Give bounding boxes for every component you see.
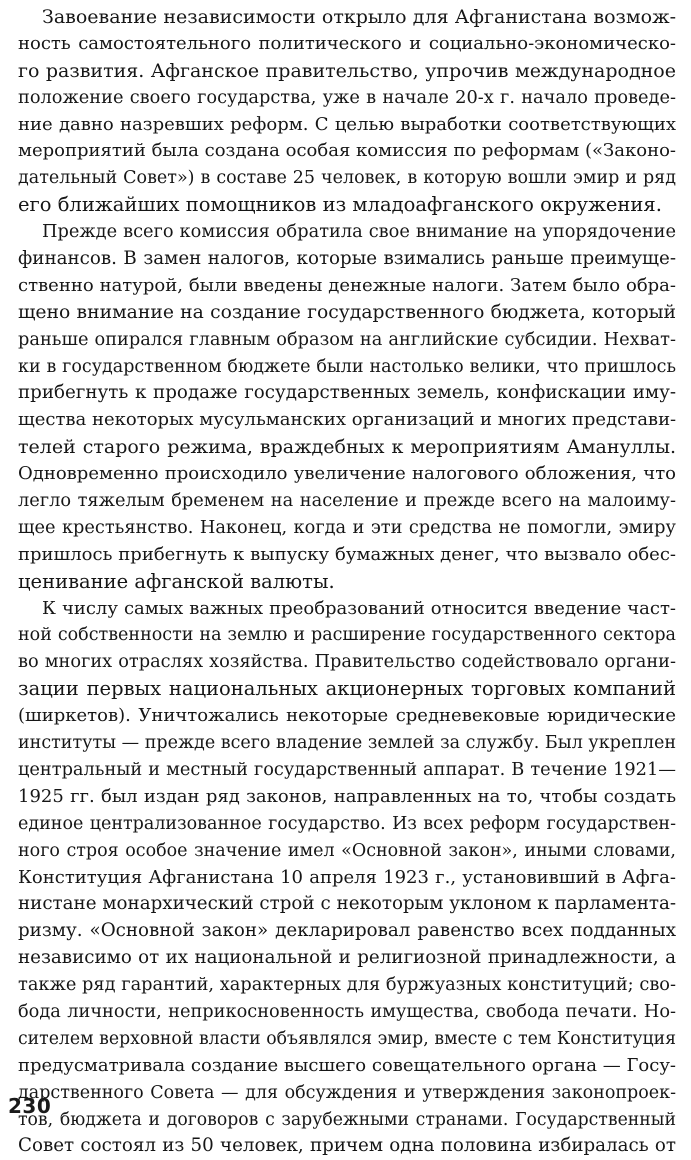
text-line: ние давно назревших реформ. С целью выработки соответствующих — [18, 113, 676, 135]
text-line: во многих отраслях хозяйства. Правительство содействовало органи- — [18, 652, 676, 673]
text-line: предусматривала создание высшего совещательного органа — Госу- — [18, 1054, 676, 1076]
text-line: дарственного Совета — для обсуждения и утверждения законопроек- — [18, 1082, 676, 1103]
text-line: ной собственности на землю и расширение государственного сектора — [18, 625, 676, 646]
text-line: независимо от их национальной и религиозной принадлежности, а — [18, 947, 676, 969]
text-line: щества некоторых мусульманских организаций и многих представи- — [18, 409, 676, 431]
paragraph-2 — [18, 219, 676, 595]
text-line: тов, бюджета и договоров с зарубежными странами. Государственный — [18, 1109, 676, 1130]
text-line: положение своего государства, уже в начале 20-х г. начало проведе- — [18, 87, 676, 108]
text-line: институты — прежде всего владение землей за службу. Был укреплен — [18, 733, 676, 754]
paragraph-3 — [18, 596, 676, 1160]
text-line: Конституция Афганистана 10 апреля 1923 г., установивший в Афга- — [18, 866, 676, 888]
text-line: бода личности, неприкосновенность имущества, свобода печати. Но- — [18, 1001, 676, 1022]
text-line: сителем верховной власти объявлялся эмир, вместе с тем Конституция — [18, 1028, 676, 1049]
text-line: Прежде всего комиссия обратила свое внимание на упорядочение — [42, 222, 676, 243]
page-number: 230 — [8, 1094, 52, 1118]
text-line: ки в государственном бюджете были настолько велики, что пришлось — [18, 356, 676, 377]
page-body — [18, 4, 676, 1160]
text-line: дательный Совет») в составе 25 человек, в которую вошли эмир и ряд — [18, 168, 676, 189]
text-line: пришлось прибегнуть к выпуску бумажных денег, что вызвало обес- — [18, 543, 676, 565]
text-line: финансов. В замен налогов, которые взимались раньше преимуще- — [18, 248, 676, 270]
text-line: также ряд гарантий, характерных для буржуазных конституций; сво- — [18, 975, 676, 996]
text-line: раньше опирался главным образом на английские субсидии. Нехват- — [18, 329, 676, 350]
text-line: щено внимание на создание государственного бюджета, который — [18, 301, 676, 323]
text-line: (ширкетов). Уничтожались некоторые средневековые юридические — [18, 705, 676, 727]
text-line: го развития. Афганское правительство, упрочив международное — [18, 59, 676, 82]
paragraph-1 — [18, 4, 676, 219]
text-line: зации первых национальных акционерных торговых компаний — [18, 677, 676, 701]
text-line: ность самостоятельного политического и социально-экономическо- — [18, 32, 676, 54]
text-line: телей старого режима, враждебных к мероприятиям Амануллы. — [18, 436, 676, 459]
text-line: мероприятий была создана особая комиссия по реформам («Законо- — [18, 140, 676, 162]
text-line: Завоевание независимости открыло для Афганистана возмож- — [42, 6, 676, 28]
text-line: щее крестьянство. Наконец, когда и эти средства не помогли, эмиру — [18, 517, 676, 538]
text-line: прибегнуть к продаже государственных земель, конфискации иму- — [18, 382, 676, 404]
text-line: ценивание афганской валюты. — [18, 569, 335, 593]
text-line: ризму. «Основной закон» декларировал равенство всех подданных — [18, 920, 676, 942]
text-line: Совет состоял из 50 человек, причем одна половина избиралась от — [18, 1135, 676, 1157]
text-line: Одновременно происходило увеличение налогового обложения, что — [18, 463, 676, 485]
text-line: 1925 гг. был издан ряд законов, направленных на то, чтобы создать — [18, 785, 676, 807]
text-line: его ближайших помощников из младоафганского окружения. — [18, 193, 662, 217]
text-line: ственно натурой, были введены денежные налоги. Затем было обра- — [18, 274, 676, 296]
text-line: единое централизованное государство. Из всех реформ государствен- — [18, 813, 676, 834]
text-line: К числу самых важных преобразований относится введение част- — [42, 597, 676, 619]
text-line: центральный и местный государственный аппарат. В течение 1921— — [18, 759, 676, 780]
text-line: ного строя особое значение имел «Основной закон», иными словами, — [18, 840, 676, 861]
text-line: нистане монархический строй с некоторым уклоном к парламента- — [18, 893, 676, 915]
text-line: легло тяжелым бременем на население и прежде всего на малоиму- — [18, 491, 676, 512]
